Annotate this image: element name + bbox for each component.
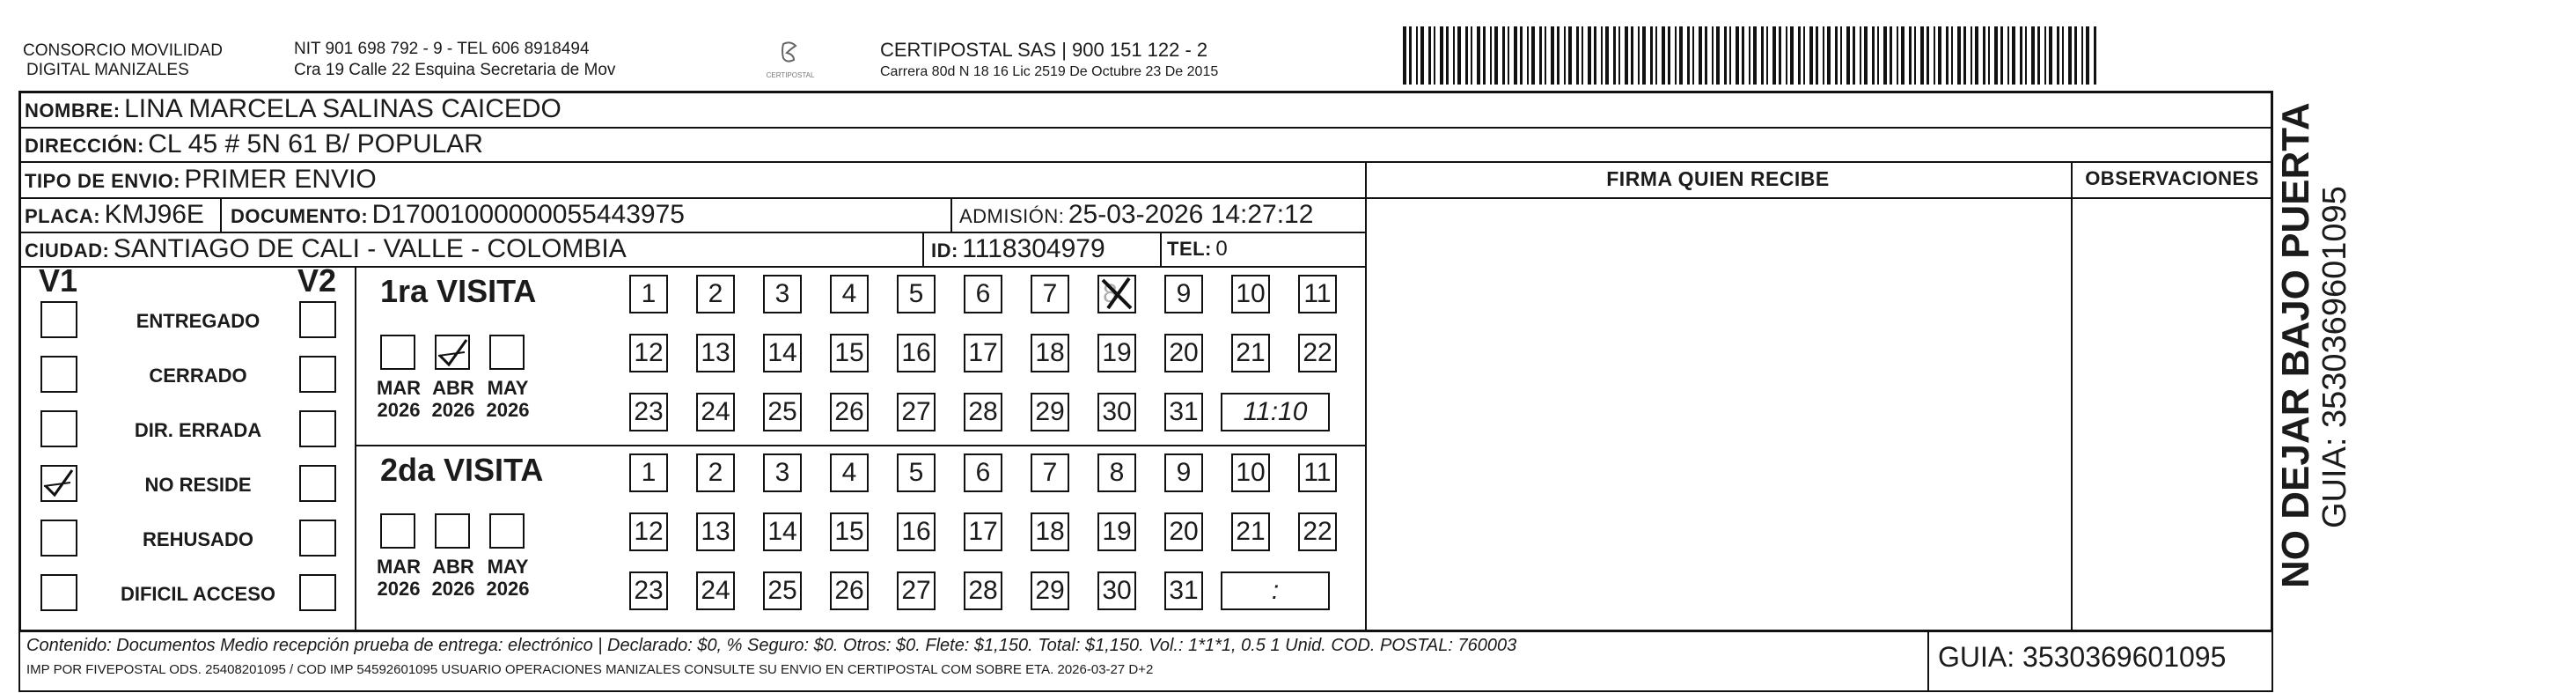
id-label: ID: [931, 240, 958, 262]
barcode-bar [1803, 26, 1805, 85]
month-name: MAY [487, 556, 529, 578]
day-box[interactable]: 4 [830, 453, 869, 492]
month-name: ABR [432, 377, 474, 399]
day-box[interactable]: 8 [1097, 453, 1136, 492]
barcode-bar [1527, 26, 1529, 85]
barcode-bar [1971, 26, 1972, 85]
barcode-bar [1551, 26, 1554, 85]
barcode-bar [1736, 26, 1739, 85]
barcode-bar [1605, 26, 1609, 85]
day-box[interactable]: 18 [1031, 512, 1069, 551]
barcode-bar [1638, 26, 1640, 85]
day-box[interactable]: 5 [897, 453, 936, 492]
barcode-bar [1753, 26, 1757, 85]
courier-line2: Carrera 80d N 18 16 Lic 2519 De Octubre 23 De 2015 [880, 64, 1219, 79]
day-box[interactable]: 25 [763, 571, 802, 610]
barcode-bar [1568, 26, 1572, 85]
month-checkbox[interactable] [380, 513, 415, 549]
barcode-bar [1957, 26, 1961, 85]
day-box[interactable]: 17 [964, 334, 1002, 372]
barcode-bar [1798, 26, 1801, 85]
barcode-bar [1594, 26, 1596, 85]
id-value: 1118304979 [962, 234, 1105, 263]
nombre-value: LINA MARCELA SALINAS CAICEDO [124, 94, 561, 123]
ciudad-label: CIUDAD: [25, 240, 110, 262]
barcode-bar [1920, 26, 1924, 85]
v1-checkbox[interactable] [40, 465, 77, 502]
signature-area[interactable] [1367, 199, 2069, 629]
day-box[interactable]: 22 [1298, 334, 1337, 372]
day-box[interactable]: 12 [629, 334, 668, 372]
barcode-bar [1588, 26, 1591, 85]
month-year: 2026 [486, 578, 530, 600]
documento-field [231, 199, 685, 235]
month-checkbox[interactable] [380, 335, 415, 370]
month-year: 2026 [377, 578, 421, 600]
nombre-label: NOMBRE: [25, 100, 121, 122]
barcode-bar [1994, 26, 1998, 85]
ciudad-value: SANTIAGO DE CALI - VALLE - COLOMBIA [113, 234, 627, 263]
barcode-bar [1877, 26, 1879, 85]
barcode-bar [1582, 26, 1583, 85]
barcode-bar [1840, 26, 1842, 85]
day-box[interactable]: 4 [830, 275, 869, 313]
month-label [371, 377, 426, 421]
day-box[interactable]: 19 [1097, 334, 1136, 372]
barcode-bar [1650, 26, 1653, 85]
barcode-bar [2086, 26, 2089, 85]
nit-line: NIT 901 698 792 - 9 - TEL 606 8918494 [294, 40, 590, 58]
day-box[interactable]: 11 [1298, 275, 1337, 313]
barcode-bar [1576, 26, 1579, 85]
v1-checkbox[interactable] [40, 301, 77, 338]
courier-line1: CERTIPOSTAL SAS | 900 151 122 - 2 [880, 39, 1208, 61]
placa-value: KMJ96E [104, 200, 204, 229]
status-label: REHUSADO [143, 528, 253, 550]
month-label [481, 556, 535, 600]
day-box[interactable]: 9 [1164, 275, 1203, 313]
day-box[interactable]: 21 [1231, 512, 1270, 551]
month-checkbox[interactable] [489, 513, 525, 549]
day-box[interactable]: 26 [830, 571, 869, 610]
barcode-bar [1934, 26, 1935, 85]
barcode-bar [2044, 26, 2046, 85]
barcode-bar [1490, 26, 1492, 85]
barcode-bar [1655, 26, 1657, 85]
observaciones-header: OBSERVACIONES [2085, 167, 2259, 189]
day-box[interactable]: 26 [830, 393, 869, 431]
day-box[interactable] [1097, 275, 1136, 313]
barcode-bar [1699, 26, 1702, 85]
barcode-bar [1557, 26, 1560, 85]
barcode-bar [1846, 26, 1850, 85]
barcode-bar [2037, 26, 2040, 85]
barcode-bar [1890, 26, 1892, 85]
company-name-line2: DIGITAL MANIZALES [26, 61, 189, 79]
barcode-bar [1642, 26, 1646, 85]
barcode-bar [1692, 26, 1694, 85]
day-box[interactable]: 7 [1031, 275, 1069, 313]
day-box[interactable]: 10 [1231, 275, 1270, 313]
time-box[interactable]: : [1221, 571, 1330, 610]
day-box[interactable]: 31 [1164, 571, 1203, 610]
month-name: ABR [432, 556, 474, 578]
barcode-bar [1520, 26, 1523, 85]
admision-value: 25-03-2026 14:27:12 [1068, 200, 1314, 229]
barcode-bar [2049, 26, 2052, 85]
day-box[interactable]: 25 [763, 393, 802, 431]
barcode-bar [1946, 26, 1949, 85]
barcode-bar [2031, 26, 2035, 85]
day-box[interactable]: 15 [830, 512, 869, 551]
barcode-bar [2012, 26, 2015, 85]
day-box[interactable]: 10 [1231, 453, 1270, 492]
barcode-bar [1901, 26, 1904, 85]
tel-label: TEL: [1167, 238, 1212, 260]
v2-checkbox[interactable] [299, 574, 336, 611]
firma-header: FIRMA QUIEN RECIBE [1606, 167, 1830, 190]
day-box[interactable]: 29 [1031, 571, 1069, 610]
admision-label: ADMISIÓN: [959, 205, 1065, 227]
day-box[interactable]: 7 [1031, 453, 1069, 492]
month-name: MAR [376, 556, 422, 578]
status-label: CERRADO [149, 365, 247, 387]
day-box[interactable]: 15 [830, 334, 869, 372]
barcode-bar [1983, 26, 1985, 85]
barcode-bar [1816, 26, 1818, 85]
day-box[interactable]: 29 [1031, 393, 1069, 431]
barcode-bar [1625, 26, 1628, 85]
month-year: 2026 [377, 399, 421, 421]
barcode-bar [1729, 26, 1731, 85]
time-box[interactable]: 11:10 [1221, 393, 1330, 431]
day-box[interactable]: 28 [964, 393, 1002, 431]
barcode-bar [1531, 26, 1535, 85]
documento-value: D17001000000055443975 [371, 200, 685, 229]
barcode-bar [1897, 26, 1898, 85]
placa-field [25, 199, 204, 235]
day-box[interactable]: 27 [897, 393, 936, 431]
barcode-bar [1618, 26, 1620, 85]
day-box[interactable]: 3 [763, 275, 802, 313]
barcode-bar [1662, 26, 1665, 85]
v1-checkbox[interactable] [40, 520, 77, 557]
v2-checkbox[interactable] [299, 301, 336, 338]
placa-label: PLACA: [25, 205, 101, 227]
month-name: MAR [376, 377, 422, 399]
month-year: 2026 [431, 399, 475, 421]
barcode-bar [1428, 26, 1431, 85]
day-box[interactable]: 16 [897, 334, 936, 372]
barcode-bar [1679, 26, 1683, 85]
barcode-bar [1790, 26, 1794, 85]
month-label [371, 556, 426, 600]
direccion-label: DIRECCIÓN: [25, 135, 144, 157]
barcode-bar [1434, 26, 1435, 85]
observations-area[interactable] [2073, 199, 2271, 629]
barcode-bar [1864, 26, 1868, 85]
tel-field [1167, 233, 1228, 268]
day-box[interactable]: 9 [1164, 453, 1203, 492]
day-box[interactable]: 18 [1031, 334, 1069, 372]
visit-title: 2da VISITA [380, 452, 544, 488]
barcode-bar [2094, 26, 2096, 85]
day-box[interactable]: 31 [1164, 393, 1203, 431]
barcode-bar [1601, 26, 1603, 85]
v2-header: V2 [297, 262, 337, 299]
day-box[interactable]: 23 [629, 393, 668, 431]
v1-checkbox[interactable] [40, 356, 77, 393]
barcode-bar [2007, 26, 2009, 85]
barcode-bar [1786, 26, 1787, 85]
day-box[interactable]: 1 [629, 453, 668, 492]
barcode-bar [1564, 26, 1566, 85]
direccion-field [25, 129, 483, 165]
side-guia: GUIA: 3530369601095 [2316, 186, 2353, 528]
status-label: DIFICIL ACCESO [120, 583, 275, 605]
address-line: Cra 19 Calle 22 Esquina Secretaria de Mov [294, 61, 616, 79]
barcode-bar [1477, 26, 1480, 85]
visit-title: 1ra VISITA [380, 273, 537, 309]
status-label: NO RESIDE [144, 474, 252, 496]
barcode-bar [1724, 26, 1727, 85]
barcode-bar [1457, 26, 1461, 85]
day-box[interactable]: 28 [964, 571, 1002, 610]
barcode-bar [1742, 26, 1744, 85]
day-box[interactable]: 13 [696, 334, 735, 372]
barcode-bar [1779, 26, 1781, 85]
barcode-bar [1827, 26, 1831, 85]
barcode-bar [1963, 26, 1966, 85]
tel-value: 0 [1215, 237, 1228, 261]
v2-checkbox[interactable] [299, 520, 336, 557]
day-box[interactable]: 27 [897, 571, 936, 610]
month-year: 2026 [486, 399, 530, 421]
barcode-bar [1883, 26, 1887, 85]
barcode-bar [2068, 26, 2072, 85]
barcode-bar [1853, 26, 1855, 85]
barcode-bar [1465, 26, 1468, 85]
day-box[interactable]: 6 [964, 453, 1002, 492]
day-box[interactable]: 23 [629, 571, 668, 610]
month-label [426, 377, 481, 421]
day-box[interactable]: 2 [696, 453, 735, 492]
month-checkbox[interactable] [489, 335, 525, 370]
day-box[interactable]: 13 [696, 512, 735, 551]
barcode-bar [2057, 26, 2059, 85]
day-box[interactable]: 30 [1097, 393, 1136, 431]
day-box[interactable]: 11 [1298, 453, 1337, 492]
footer-print-line: IMP POR FIVEPOSTAL ODS. 25408201095 / COD IMP 54592601095 USUARIO OPERACIONES MANIZALES CONSULTE SU ENVIO EN CERTIPOSTAL COM SOBRE ETA. 2026-03-27 D+2 [26, 662, 1154, 677]
v1-header: V1 [39, 262, 78, 299]
day-box[interactable]: 14 [763, 512, 802, 551]
day-number: 8 [1103, 279, 1118, 308]
day-box[interactable]: 2 [696, 275, 735, 313]
barcode-bar [1446, 26, 1449, 85]
barcode-bar [1675, 26, 1677, 85]
day-box[interactable]: 21 [1231, 334, 1270, 372]
barcode-bar [1835, 26, 1838, 85]
barcode-bar [1823, 26, 1824, 85]
day-box[interactable]: 17 [964, 512, 1002, 551]
day-box[interactable]: 24 [696, 571, 735, 610]
month-label [481, 377, 535, 421]
v2-checkbox[interactable] [299, 356, 336, 393]
barcode-bar [1403, 26, 1406, 85]
barcode-bar [1809, 26, 1813, 85]
barcode-bar [1872, 26, 1875, 85]
barcode-bar [1705, 26, 1707, 85]
barcode-bar [1514, 26, 1517, 85]
barcode-bar [1914, 26, 1916, 85]
barcode-bar [2074, 26, 2077, 85]
footer-guia: GUIA: 3530369601095 [1938, 641, 2227, 673]
day-box[interactable]: 30 [1097, 571, 1136, 610]
day-box[interactable]: 16 [897, 512, 936, 551]
barcode-bar [1988, 26, 1990, 85]
footer-content-line: Contenido: Documentos Medio recepción prueba de entrega: electrónico | Declarado: $0, % Seguro: $0. Otros: $0. Flete: $1,150. Total: $1,150. Vol.: 1*1*1, 0.5 1 Unid. COD. POSTAL: 760003 [26, 636, 1517, 655]
barcode-bar [1613, 26, 1616, 85]
barcode-bar [1860, 26, 1861, 85]
status-label: ENTREGADO [136, 310, 261, 332]
month-label [426, 556, 481, 600]
day-box[interactable]: 6 [964, 275, 1002, 313]
barcode-bar [1453, 26, 1455, 85]
barcode-bar [1508, 26, 1509, 85]
no-dejar-bajo-puerta: NO DEJAR BAJO PUERTA [2274, 102, 2317, 588]
day-box[interactable]: 5 [897, 275, 936, 313]
barcode-bar [1539, 26, 1542, 85]
barcode-bar [1749, 26, 1750, 85]
barcode-bar [1926, 26, 1929, 85]
day-box[interactable]: 22 [1298, 512, 1337, 551]
barcode-bar [1409, 26, 1412, 85]
barcode-bar [2081, 26, 2083, 85]
day-box[interactable]: 20 [1164, 334, 1203, 372]
day-box[interactable]: 12 [629, 512, 668, 551]
logo-caption: CERTIPOSTAL [766, 71, 815, 79]
certipostal-logo [764, 41, 817, 81]
v1-checkbox[interactable] [40, 574, 77, 611]
barcode-bar [1471, 26, 1472, 85]
month-checkbox[interactable] [435, 335, 470, 370]
barcode-bar [2025, 26, 2027, 85]
day-box[interactable]: 14 [763, 334, 802, 372]
barcode-bar [1761, 26, 1764, 85]
direccion-value: CL 45 # 5N 61 B/ POPULAR [148, 129, 483, 159]
v2-checkbox[interactable] [299, 465, 336, 502]
barcode-bar [2062, 26, 2064, 85]
barcode-bar [1712, 26, 1714, 85]
status-label: DIR. ERRADA [134, 419, 262, 441]
barcode-bar [1975, 26, 1978, 85]
day-box[interactable]: 3 [763, 453, 802, 492]
barcode-bar [1631, 26, 1633, 85]
day-box[interactable]: 20 [1164, 512, 1203, 551]
barcode-bar [1545, 26, 1546, 85]
id-field [931, 233, 1105, 269]
tipo-envio-field [25, 164, 377, 200]
barcode-bar [1687, 26, 1690, 85]
barcode-bar [1938, 26, 1941, 85]
day-box[interactable]: 19 [1097, 512, 1136, 551]
day-box[interactable]: 24 [696, 393, 735, 431]
barcode-bar [1766, 26, 1768, 85]
v1-checkbox[interactable] [40, 410, 77, 447]
day-box[interactable]: 1 [629, 275, 668, 313]
barcode-bar [1420, 26, 1424, 85]
month-checkbox[interactable] [435, 513, 470, 549]
barcode-bar [1483, 26, 1486, 85]
barcode-bar [1502, 26, 1505, 85]
company-name-line1: CONSORCIO MOVILIDAD [23, 41, 223, 60]
barcode [1403, 26, 2098, 85]
barcode-bar [1494, 26, 1498, 85]
barcode-bar [1772, 26, 1776, 85]
barcode-bar [1951, 26, 1953, 85]
nombre-field [25, 93, 561, 129]
barcode-bar [1440, 26, 1443, 85]
barcode-bar [1716, 26, 1720, 85]
barcode-bar [1909, 26, 1912, 85]
barcode-bar [1416, 26, 1418, 85]
month-year: 2026 [431, 578, 475, 600]
barcode-bar [1668, 26, 1670, 85]
admision-field [959, 199, 1313, 235]
v2-checkbox[interactable] [299, 410, 336, 447]
barcode-bar [2000, 26, 2003, 85]
month-name: MAY [487, 377, 529, 399]
tipo-envio-value: PRIMER ENVIO [184, 165, 377, 194]
barcode-bar [2020, 26, 2022, 85]
documento-label: DOCUMENTO: [231, 205, 369, 227]
tipo-envio-label: TIPO DE ENVIO: [25, 170, 180, 192]
